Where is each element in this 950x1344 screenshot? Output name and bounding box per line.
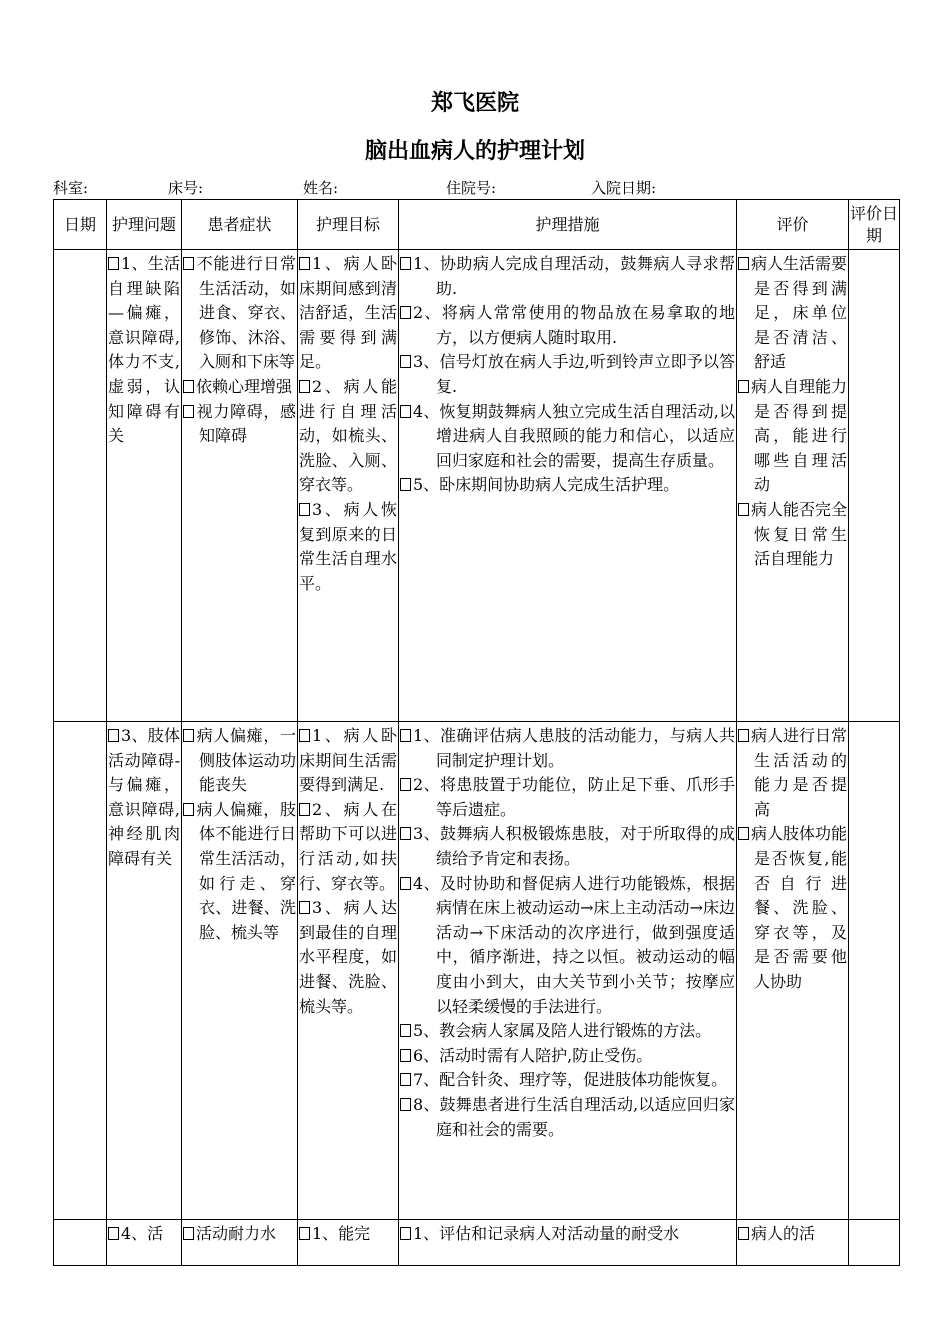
- checkbox-icon: [299, 901, 310, 914]
- column-header-date: 日期: [54, 200, 107, 250]
- goal-text: 3、病人达到最佳的自理水平程度，如进餐、洗脸、梳头等。: [299, 898, 397, 1016]
- symptoms-cell: [182, 250, 298, 722]
- list-item: [183, 798, 296, 946]
- evaluation-cell: [737, 722, 849, 1220]
- goal-text: 2、病人能进行自理活动，如梳头、洗脸、入厕、穿衣等。: [299, 376, 397, 495]
- eval-date-cell: [849, 250, 900, 722]
- checkbox-icon: [400, 877, 411, 890]
- eval-date-cell: [849, 1220, 900, 1266]
- goals-cell: [298, 1220, 399, 1266]
- list-item: [400, 822, 735, 871]
- goal-text: 1、病人卧床期间生活需要得到满足.: [299, 726, 397, 795]
- list-item: [400, 773, 735, 822]
- checkbox-icon: [108, 1227, 119, 1240]
- checkbox-icon: [400, 1227, 411, 1240]
- admission-number-label: 住院号:: [446, 179, 497, 197]
- list-item: [738, 498, 847, 572]
- list-item: [400, 252, 735, 301]
- column-header-measures: 护理措施: [399, 200, 737, 250]
- checkbox-icon: [400, 257, 411, 270]
- date-cell: [54, 250, 107, 722]
- evaluation-cell: [737, 250, 849, 722]
- list-item: [183, 252, 296, 375]
- list-item: [108, 252, 180, 449]
- evaluation-text: 病人生活需要是否得到满足，床单位是否清洁、舒适: [751, 254, 848, 372]
- checkbox-icon: [108, 729, 119, 742]
- checkbox-icon: [183, 380, 194, 393]
- measure-text: 4、及时协助和督促病人进行功能锻炼，根据病情在床上被动运动→床上主动活动→床边活动→下床活动的次序进行，做到强度适中，循序渐进，持之以恒。被动运动的幅度由小到大，由大关节到小关节；按摩应以轻柔缓慢的手法进行。: [413, 873, 735, 1016]
- goal-text: 2、病人在帮助下可以进行活动,如扶行、穿衣等。: [299, 799, 397, 893]
- list-item: [183, 724, 296, 798]
- list-item: [400, 473, 735, 498]
- list-item: [183, 1222, 296, 1247]
- checkbox-icon: [738, 503, 749, 516]
- list-item: [108, 1222, 180, 1247]
- list-item: [299, 724, 397, 798]
- list-item: [400, 724, 735, 773]
- list-item: [299, 498, 397, 596]
- evaluation-text: 病人肢体功能是否恢复,能否自行进餐、洗脸、穿衣等，及是否需要他人协助: [751, 824, 848, 991]
- list-item: [299, 798, 397, 896]
- checkbox-icon: [183, 803, 194, 816]
- checkbox-icon: [738, 1227, 749, 1240]
- checkbox-icon: [400, 1098, 411, 1111]
- goal-text: 1、病人卧床期间感到清洁舒适，生活需要得到满足。: [299, 254, 397, 372]
- list-item: [738, 822, 847, 994]
- evaluation-text: 病人自理能力是否得到提高，能进行哪些自理活动: [751, 376, 848, 495]
- list-item: [299, 375, 397, 498]
- goal-text: 3、病人恢复到原来的日常生活自理水平。: [299, 499, 397, 593]
- document-title: 脑出血病人的护理计划: [364, 139, 585, 164]
- measure-text: 5、卧床期间协助病人完成生活护理。: [413, 475, 680, 495]
- column-header-evaluation: 评价: [737, 200, 849, 250]
- list-item: [738, 375, 847, 498]
- patient-name-label: 姓名:: [303, 179, 339, 197]
- checkbox-icon: [299, 380, 310, 393]
- measure-text: 6、活动时需有人陪护,防止受伤。: [413, 1045, 653, 1065]
- hospital-name: 郑飞医院: [430, 91, 519, 116]
- admission-date-label: 入院日期:: [591, 179, 657, 197]
- checkbox-icon: [400, 827, 411, 840]
- checkbox-icon: [400, 1049, 411, 1062]
- list-item: [400, 1019, 735, 1044]
- column-header-goals: 护理目标: [298, 200, 399, 250]
- checkbox-icon: [400, 1073, 411, 1086]
- symptom-text: 不能进行日常生活活动，如进食、穿衣、修饰、沐浴、入厕和下床等: [196, 254, 296, 372]
- list-item: [400, 1068, 735, 1093]
- checkbox-icon: [400, 355, 411, 368]
- department-label: 科室:: [53, 179, 89, 197]
- table-row: [54, 1220, 900, 1266]
- evaluation-text: 病人能否完全恢复日常生活自理能力: [751, 499, 848, 569]
- column-header-eval-date: 评价日期: [849, 200, 900, 250]
- problem-cell: [107, 722, 182, 1220]
- measure-text: 8、鼓舞患者进行生活自理活动,以适应回归家庭和社会的需要。: [413, 1094, 735, 1139]
- list-item: [299, 896, 397, 1019]
- measures-cell: [399, 1220, 737, 1266]
- evaluation-text: 病人的活: [751, 1224, 816, 1243]
- list-item: [738, 1222, 847, 1247]
- date-cell: [54, 722, 107, 1220]
- checkbox-icon: [299, 729, 310, 742]
- measure-text: 3、信号灯放在病人手边,听到铃声立即予以答复.: [413, 352, 735, 396]
- symptoms-cell: [182, 1220, 298, 1266]
- column-header-symptoms: 患者症状: [182, 200, 298, 250]
- problem-cell: [107, 250, 182, 722]
- list-item: [738, 724, 847, 822]
- checkbox-icon: [400, 405, 411, 418]
- measure-text: 2、将病人常常使用的物品放在易拿取的地方，以方便病人随时取用.: [413, 303, 735, 347]
- problem-text: 1、生活自理缺陷—偏瘫，意识障碍,体力不支,虚弱，认知障碍有关: [108, 254, 180, 446]
- checkbox-icon: [183, 257, 194, 270]
- measure-text: 1、准确评估病人患肢的活动能力，与病人共同制定护理计划。: [413, 726, 735, 770]
- problem-text: 3、肢体活动障碍-与偏瘫，意识障碍,神经肌肉障碍有关: [108, 726, 180, 868]
- checkbox-icon: [299, 1227, 310, 1240]
- checkbox-icon: [400, 306, 411, 319]
- measure-text: 2、将患肢置于功能位，防止足下垂、爪形手等后遗症。: [413, 775, 735, 819]
- symptom-text: 病人偏瘫，肢体不能进行日常生活活动，如行走、穿衣、进餐、洗脸、梳头等: [196, 799, 296, 942]
- measure-text: 1、协助病人完成自理活动，鼓舞病人寻求帮助.: [413, 254, 735, 298]
- measures-cell: [399, 250, 737, 722]
- table-header-row: [54, 200, 900, 250]
- goals-cell: [298, 250, 399, 722]
- checkbox-icon: [183, 729, 194, 742]
- checkbox-icon: [299, 803, 310, 816]
- problem-text: 4、活: [121, 1224, 164, 1243]
- list-item: [400, 872, 735, 1020]
- goal-text: 1、能完: [312, 1224, 371, 1243]
- list-item: [400, 1093, 735, 1142]
- checkbox-icon: [400, 1024, 411, 1037]
- list-item: [299, 1222, 397, 1247]
- checkbox-icon: [738, 257, 749, 270]
- evaluation-text: 病人进行日常生活活动的能力是否提高: [751, 726, 848, 819]
- checkbox-icon: [400, 729, 411, 742]
- list-item: [400, 1222, 735, 1247]
- date-cell: [54, 1220, 107, 1266]
- checkbox-icon: [400, 778, 411, 791]
- checkbox-icon: [183, 405, 194, 418]
- list-item: [108, 724, 180, 872]
- list-item: [183, 375, 296, 400]
- bed-number-label: 床号:: [168, 179, 204, 197]
- nursing-plan-table: [53, 199, 900, 1266]
- list-item: [400, 301, 735, 350]
- checkbox-icon: [299, 257, 310, 270]
- symptom-text: 活动耐力水: [196, 1224, 277, 1243]
- symptom-text: 依赖心理增强: [196, 376, 293, 396]
- symptom-text: 病人偏瘫，一侧肢体运动功能丧失: [196, 726, 296, 795]
- eval-date-cell: [849, 722, 900, 1220]
- symptoms-cell: [182, 722, 298, 1220]
- measure-text: 1、评估和记录病人对活动量的耐受水: [413, 1224, 680, 1243]
- checkbox-icon: [738, 729, 749, 742]
- checkbox-icon: [108, 257, 119, 270]
- measure-text: 4、恢复期鼓舞病人独立完成生活自理活动,以增进病人自我照顾的能力和信心，以适应回归家庭和社会的需要，提高生存质量。: [413, 401, 735, 470]
- table-row: [54, 722, 900, 1220]
- list-item: [400, 400, 735, 474]
- measure-text: 7、配合针灸、理疗等，促进肢体功能恢复。: [413, 1070, 728, 1090]
- checkbox-icon: [400, 478, 411, 491]
- column-header-problem: 护理问题: [107, 200, 182, 250]
- list-item: [183, 400, 296, 449]
- table-row: [54, 250, 900, 722]
- goals-cell: [298, 722, 399, 1220]
- measures-cell: [399, 722, 737, 1220]
- measure-text: 5、教会病人家属及陪人进行锻炼的方法。: [413, 1021, 712, 1041]
- checkbox-icon: [183, 1227, 194, 1240]
- evaluation-cell: [737, 1220, 849, 1266]
- measure-text: 3、鼓舞病人积极锻炼患肢，对于所取得的成绩给予肯定和表扬。: [413, 824, 735, 868]
- problem-cell: [107, 1220, 182, 1266]
- checkbox-icon: [738, 380, 749, 393]
- checkbox-icon: [738, 827, 749, 840]
- list-item: [400, 1044, 735, 1069]
- list-item: [299, 252, 397, 375]
- list-item: [738, 252, 847, 375]
- symptom-text: 视力障碍，感知障碍: [196, 401, 296, 446]
- checkbox-icon: [299, 503, 310, 516]
- list-item: [400, 350, 735, 399]
